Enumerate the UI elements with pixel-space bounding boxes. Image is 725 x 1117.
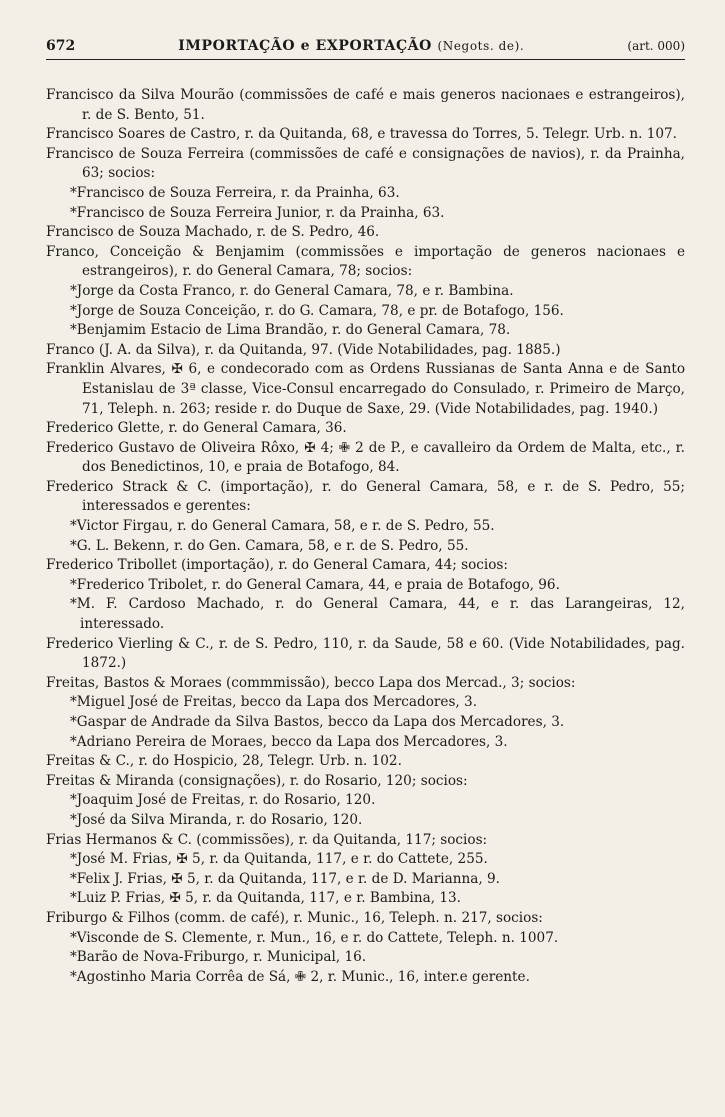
partner-entry: *Jorge da Costa Franco, r. do General Camara, 78, e r. Bambina. [70, 282, 514, 299]
partner-entry: *G. L. Bekenn, r. do Gen. Camara, 58, e r. de S. Pedro, 55. [70, 537, 469, 554]
directory-entry: Frederico Strack & C. (importação), r. do General Camara, 58, e r. de S. Pedro, 55; interessados e gerentes: [46, 478, 685, 515]
partner-entry: *Miguel José de Freitas, becco da Lapa dos Mercadores, 3. [70, 694, 478, 711]
partner-entry: *Francisco de Souza Ferreira Junior, r. da Prainha, 63. [70, 204, 445, 221]
partner-entry: *Felix J. Frias, ✠ 5, r. da Quitanda, 117, e r. de D. Marianna, 9. [70, 870, 500, 887]
directory-entry: Frederico Glette, r. do General Camara, 36. [46, 420, 347, 437]
partner-entry: *Visconde de S. Clemente, r. Mun., 16, e r. do Cattete, Teleph. n. 1007. [70, 929, 559, 946]
article-range: (art. 000) [627, 39, 685, 53]
partner-entry: *M. F. Cardoso Machado, r. do General Camara, 44, e r. das Larangeiras, 12, interessado. [70, 596, 685, 633]
directory-entry: Franco (J. A. da Silva), r. da Quitanda, 97. (Vide Notabilidades, pag. 1885.) [46, 341, 561, 358]
partner-entry: *José da Silva Miranda, r. do Rosario, 120. [70, 811, 363, 828]
directory-entry: Francisco da Silva Mourão (commissões de café e mais generos nacionaes e estrangeiros), r. de S. Bento, 51. [46, 87, 685, 123]
partner-entry: *Barão de Nova-Friburgo, r. Municipal, 16. [70, 949, 367, 966]
partner-entry: *Francisco de Souza Ferreira, r. da Prainha, 63. [70, 184, 400, 201]
partner-entry: *Victor Firgau, r. do General Camara, 58, e r. de S. Pedro, 55. [70, 518, 495, 535]
partner-entry: *Agostinho Maria Corrêa de Sá, ✙ 2, r. Munic., 16, inter.e gerente. [70, 968, 530, 985]
partner-entry: *Adriano Pereira de Moraes, becco da Lapa dos Mercadores, 3. [70, 733, 508, 750]
partner-entry: *Luiz P. Frias, ✠ 5, r. da Quitanda, 117, e r. Bambina, 13. [70, 890, 461, 907]
directory-entry: Frias Hermanos & C. (commissões), r. da Quitanda, 117; socios: [46, 831, 488, 848]
directory-entry: Franklin Alvares, ✠ 6, e condecorado com as Ordens Russianas de Santa Anna e de Santo Estanislau de 3ª classe, Vice-Consul encarregado do Consulado, r. Primeiro de Março, 71, Teleph. n. 263; reside r. do Duque de Saxe, 29. (Vide Notabilidades, pag. 1940.) [46, 361, 685, 417]
directory-entry: Francisco de Souza Machado, r. de S. Pedro, 46. [46, 224, 380, 241]
directory-entry: Friburgo & Filhos (comm. de café), r. Munic., 16, Teleph. n. 217, socios: [46, 909, 543, 926]
page-header [46, 38, 685, 60]
partner-entry: *Joaquim José de Freitas, r. do Rosario, 120. [70, 792, 376, 809]
directory-entry: Frederico Vierling & C., r. de S. Pedro, 110, r. da Saude, 58 e 60. (Vide Notabilidades, pag. 1872.) [46, 635, 685, 672]
directory-entry: Frederico Gustavo de Oliveira Rôxo, ✠ 4; ✙ 2 de P., e cavalleiro da Ordem de Malta, etc., r. dos Benedictinos, 10, e praia de Botafogo, 84. [46, 439, 685, 476]
directory-entry: Frederico Tribollet (importação), r. do General Camara, 44; socios: [46, 557, 508, 574]
partner-entry: *Jorge de Souza Conceição, r. do G. Camara, 78, e pr. de Botafogo, 156. [70, 302, 564, 319]
partner-entry: *Benjamim Estacio de Lima Brandão, r. do General Camara, 78. [70, 322, 511, 339]
partner-entry: *José M. Frias, ✠ 5, r. da Quitanda, 117, e r. do Cattete, 255. [70, 851, 488, 868]
directory-entry: Freitas & Miranda (consignações), r. do Rosario, 120; socios: [46, 772, 468, 789]
page-number: 672 [46, 38, 76, 54]
directory-entry: Franco, Conceição & Benjamim (commissões e importação de generos nacionaes e estrangeiros), r. do General Camara, 78; socios: [46, 243, 685, 280]
directory-entry: Freitas, Bastos & Moraes (commmissão), becco Lapa dos Mercad., 3; socios: [46, 674, 576, 691]
entry-list [46, 86, 685, 987]
directory-entry: Francisco Soares de Castro, r. da Quitanda, 68, e travessa do Torres, 5. Telegr. Urb. n. 107. [46, 126, 677, 143]
partner-entry: *Gaspar de Andrade da Silva Bastos, becco da Lapa dos Mercadores, 3. [70, 714, 565, 730]
title-suffix: (Negots. de). [437, 39, 525, 53]
page-title [178, 38, 524, 54]
directory-entry: Francisco de Souza Ferreira (commissões de café e consignações de navios), r. da Prainha, 63; socios: [46, 145, 685, 182]
title-main: IMPORTAÇÃO e EXPORTAÇÃO [178, 38, 432, 54]
partner-entry: *Frederico Tribolet, r. do General Camara, 44, e praia de Botafogo, 96. [70, 576, 560, 593]
directory-entry: Freitas & C., r. do Hospicio, 28, Telegr. Urb. n. 102. [46, 753, 402, 770]
